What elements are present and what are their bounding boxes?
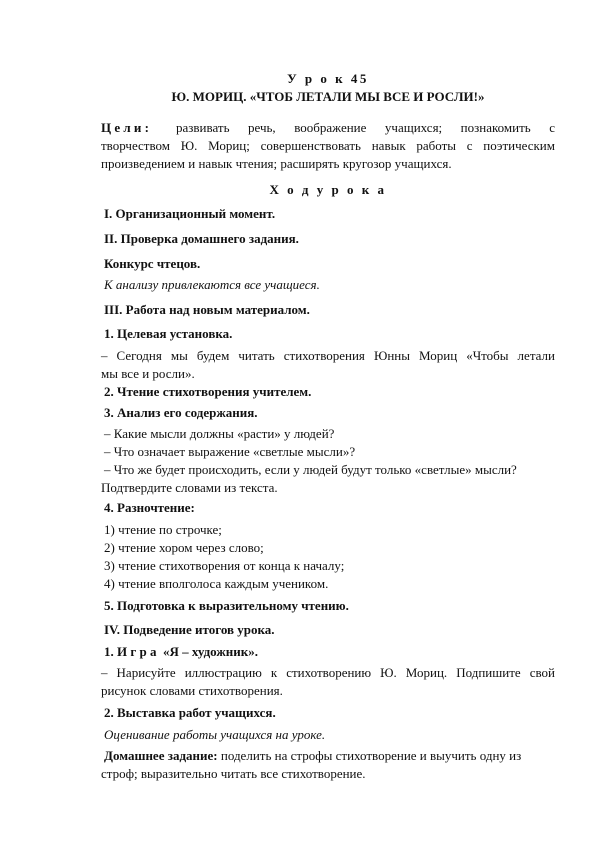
section-4-1-heading: 1. И г р а «Я – художник». — [104, 644, 258, 659]
section-3-1-text-b: мы все и росли». — [101, 366, 195, 381]
question-1: – Какие мысли должны «расти» у людей? — [104, 426, 335, 441]
assessment-note: Оценивание работы учащихся на уроке. — [104, 727, 326, 742]
lesson-number: У р о к 45 — [287, 71, 369, 86]
homework-line-a — [104, 748, 555, 763]
contest-heading: Конкурс чтецов. — [104, 256, 201, 271]
section-2-heading: II. Проверка домашнего задания. — [104, 231, 299, 246]
section-3-1-heading: 1. Целевая установка. — [104, 326, 233, 341]
question-2: – Что означает выражение «светлые мысли»? — [104, 444, 356, 459]
reading-item-2: 2) чтение хором через слово; — [104, 540, 264, 555]
goals-text-1: развивать речь, воображение учащихся; познакомить с — [176, 120, 555, 135]
question-3-b: Подтвердите словами из текста. — [101, 480, 278, 495]
course-heading: Х о д у р о к а — [269, 182, 387, 197]
lesson-title: Ю. МОРИЦ. «ЧТОБ ЛЕТАЛИ МЫ ВСЕ И РОСЛИ!» — [171, 89, 485, 104]
section-3-5-heading: 5. Подготовка к выразительному чтению. — [104, 598, 349, 613]
goals-label: Ц е л и : — [101, 120, 149, 135]
section-3-1-text-a: – Сегодня мы будем читать стихотворения Юнны Мориц «Чтобы летали — [101, 348, 555, 363]
section-3-4-heading: 4. Разночтение: — [104, 500, 195, 515]
section-3-heading: III. Работа над новым материалом. — [104, 302, 310, 317]
reading-item-1: 1) чтение по строчке; — [104, 522, 222, 537]
goals-text-3: произведением и навык чтения; расширять кругозор учащихся. — [101, 156, 452, 171]
section-3-2-heading: 2. Чтение стихотворения учителем. — [104, 384, 312, 399]
goals-text-2: творчеством Ю. Мориц; совершенствовать навык работы с поэтическим — [101, 138, 555, 153]
section-4-2-heading: 2. Выставка работ учащихся. — [104, 705, 276, 720]
section-3-3-heading: 3. Анализ его содержания. — [104, 405, 258, 420]
homework-line-b: строф; выразительно читать все стихотворение. — [101, 766, 366, 781]
reading-item-3: 3) чтение стихотворения от конца к началу; — [104, 558, 345, 573]
section-4-heading: IV. Подведение итогов урока. — [104, 622, 275, 637]
reading-item-4: 4) чтение вполголоса каждым учеником. — [104, 576, 329, 591]
section-4-1-text-b: рисунок словами стихотворения. — [101, 683, 283, 698]
contest-note: К анализу привлекаются все учащиеся. — [104, 277, 320, 292]
homework-label: Домашнее задание: — [104, 748, 218, 763]
section-1-heading: I. Организационный момент. — [104, 206, 276, 221]
homework-text-a: поделить на строфы стихотворение и выучить одну из — [217, 748, 522, 763]
question-3-a: – Что же будет происходить, если у людей будут только «светлые» мысли? — [104, 462, 517, 477]
section-4-1-text-a: – Нарисуйте иллюстрацию к стихотворению Ю. Мориц. Подпишите свой — [101, 665, 555, 680]
